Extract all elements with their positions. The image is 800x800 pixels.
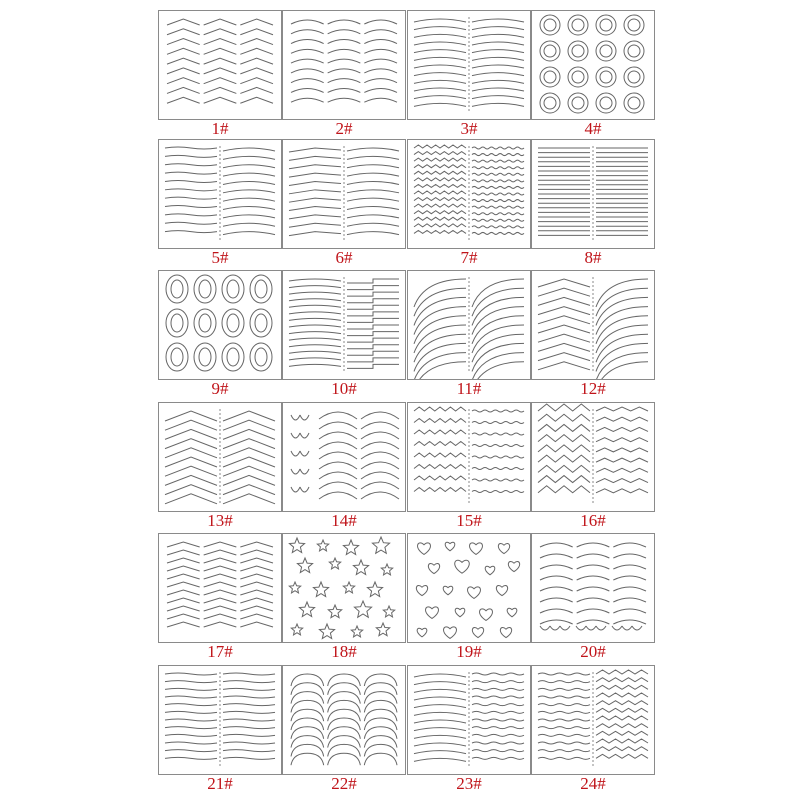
stencil-pattern-jagged-halves-split bbox=[532, 403, 654, 511]
stencil-number-label: 14# bbox=[331, 511, 357, 530]
stencil-pattern-wave-halves-dashed bbox=[159, 666, 281, 774]
stencil-number-label: 22# bbox=[331, 774, 357, 793]
stencil-card bbox=[407, 402, 531, 530]
stencil-number-label: 13# bbox=[207, 511, 233, 530]
stencil-sheet-image bbox=[531, 10, 655, 120]
stencil-sheet-image bbox=[407, 533, 531, 643]
stencil-card bbox=[282, 533, 406, 661]
stencil-pattern-scattered-hearts bbox=[408, 534, 530, 642]
stencil-number-label: 11# bbox=[456, 379, 482, 398]
stencil-sheet-image bbox=[531, 665, 655, 775]
stencil-number-label: 16# bbox=[580, 511, 606, 530]
stencil-card bbox=[158, 270, 282, 398]
stencil-number-label: 10# bbox=[331, 379, 357, 398]
stencil-card bbox=[282, 270, 406, 398]
stencil-number-label: 7# bbox=[460, 248, 478, 267]
stencil-number-label: 24# bbox=[580, 774, 606, 793]
stencil-sheet-image bbox=[158, 270, 282, 380]
stencil-pattern-step-lines-split bbox=[283, 271, 405, 379]
stencil-pattern-zigzag-halves-split bbox=[408, 140, 530, 248]
stencil-pattern-swoop-halves-split bbox=[408, 271, 530, 379]
stencil-pattern-pointed-arc-columns-3 bbox=[283, 666, 405, 774]
stencil-sheet-image bbox=[531, 270, 655, 380]
stencil-sheet-image bbox=[531, 139, 655, 249]
stencil-pattern-straight-lines-split bbox=[532, 140, 654, 248]
stencil-number-label: 2# bbox=[335, 119, 353, 138]
stencil-sheet-image bbox=[282, 10, 406, 120]
stencil-number-label: 4# bbox=[584, 119, 602, 138]
stencil-sheet-image bbox=[407, 665, 531, 775]
stencil-sheet-image bbox=[282, 270, 406, 380]
stencil-number-label: 20# bbox=[580, 642, 606, 661]
stencil-sheet-image bbox=[158, 139, 282, 249]
stencil-sheet-image bbox=[282, 533, 406, 643]
stencil-pattern-arc-columns-3 bbox=[283, 11, 405, 119]
stencil-card bbox=[158, 665, 282, 793]
stencil-pattern-chevron-columns-3 bbox=[159, 11, 281, 119]
stencil-card bbox=[531, 10, 655, 138]
stencil-number-label: 5# bbox=[211, 248, 229, 267]
stencil-sheet-image bbox=[407, 10, 531, 120]
stencil-pattern-scallop-columns-3 bbox=[532, 534, 654, 642]
stencil-card bbox=[407, 533, 531, 661]
stencil-sheet-image bbox=[158, 10, 282, 120]
stencil-card bbox=[158, 533, 282, 661]
stencil-card bbox=[531, 139, 655, 267]
stencil-pattern-drip-lines-split bbox=[408, 403, 530, 511]
stencil-number-label: 15# bbox=[456, 511, 482, 530]
stencil-number-label: 3# bbox=[460, 119, 478, 138]
stencil-number-label: 18# bbox=[331, 642, 357, 661]
stencil-sheet-image bbox=[282, 665, 406, 775]
stencil-card bbox=[282, 665, 406, 793]
stencil-number-label: 12# bbox=[580, 379, 606, 398]
stencil-card bbox=[531, 270, 655, 398]
stencil-pattern-chevron-halves-split bbox=[159, 403, 281, 511]
stencil-pattern-chevron-columns-3-tight bbox=[159, 534, 281, 642]
stencil-sheet-image bbox=[407, 402, 531, 512]
stencil-number-label: 6# bbox=[335, 248, 353, 267]
stencil-number-label: 23# bbox=[456, 774, 482, 793]
stencil-sheet-image bbox=[531, 402, 655, 512]
stencil-number-label: 8# bbox=[584, 248, 602, 267]
stencil-card bbox=[282, 402, 406, 530]
stencil-pattern-scattered-stars bbox=[283, 534, 405, 642]
stencil-sheet-image bbox=[158, 665, 282, 775]
stencil-card bbox=[407, 139, 531, 267]
stencil-pattern-ring-grid-4x4 bbox=[532, 11, 654, 119]
stencil-sheet-image bbox=[531, 533, 655, 643]
stencil-sheet-image bbox=[158, 533, 282, 643]
stencil-card bbox=[282, 10, 406, 138]
stencil-pattern-scallop-arc-mix bbox=[283, 403, 405, 511]
stencil-pattern-angled-halves-split bbox=[283, 140, 405, 248]
stencil-pattern-wave-curve-split bbox=[408, 666, 530, 774]
stencil-number-label: 17# bbox=[207, 642, 233, 661]
stencil-number-label: 21# bbox=[207, 774, 233, 793]
stencil-number-label: 9# bbox=[211, 379, 229, 398]
stencil-pattern-wave-zigzag-split bbox=[532, 666, 654, 774]
stencil-pattern-chevron-swoop-split bbox=[532, 271, 654, 379]
stencil-sheet-image bbox=[158, 402, 282, 512]
stencil-card bbox=[531, 665, 655, 793]
stencil-card bbox=[407, 665, 531, 793]
stencil-card bbox=[158, 402, 282, 530]
stencil-sheet-image bbox=[282, 139, 406, 249]
stencil-sheet-image bbox=[407, 139, 531, 249]
stencil-sheet-image bbox=[407, 270, 531, 380]
stencil-pattern-oval-grid-4x3 bbox=[159, 271, 281, 379]
stencil-card bbox=[407, 10, 531, 138]
stencil-card bbox=[531, 402, 655, 530]
stencil-card bbox=[282, 139, 406, 267]
stencil-card bbox=[531, 533, 655, 661]
stencil-pattern-curve-halves-split bbox=[408, 11, 530, 119]
stencil-sheet-image bbox=[282, 402, 406, 512]
stencil-pattern-wave-halves-split bbox=[159, 140, 281, 248]
stencil-card bbox=[407, 270, 531, 398]
stencil-card bbox=[158, 10, 282, 138]
stencil-number-label: 1# bbox=[211, 119, 229, 138]
stencil-number-label: 19# bbox=[456, 642, 482, 661]
stencil-card bbox=[158, 139, 282, 267]
